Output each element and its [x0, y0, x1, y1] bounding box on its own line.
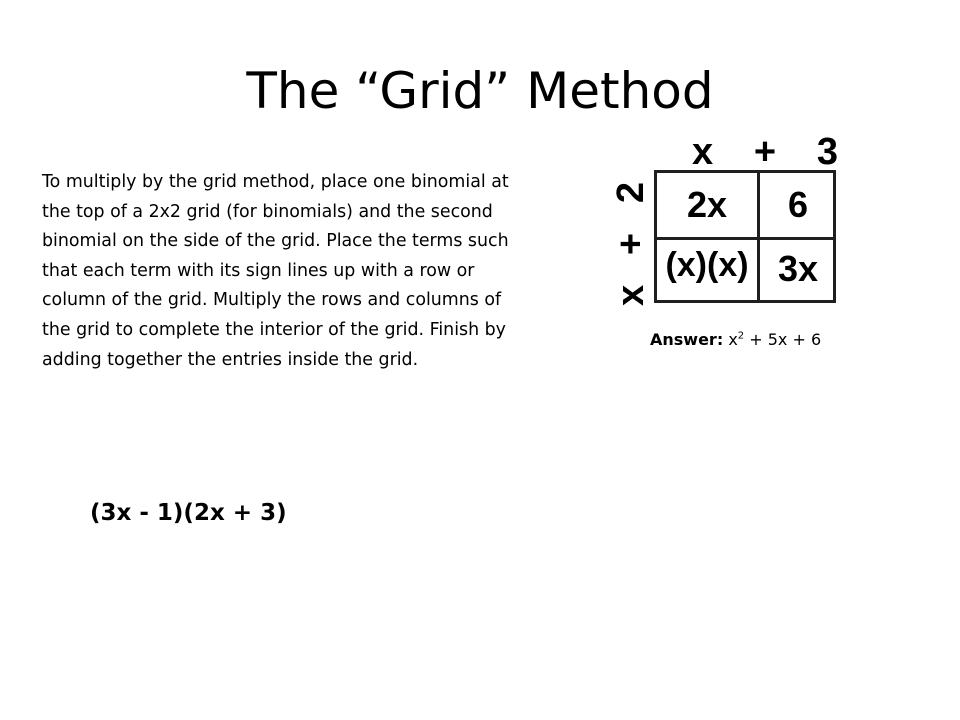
- side-term-plus: +: [610, 232, 652, 256]
- answer-line: [650, 328, 821, 352]
- grid-cell-top-right: 6: [787, 184, 809, 225]
- answer-expression: [728, 330, 821, 349]
- practice-problem: (3x - 1)(2x + 3): [90, 500, 287, 526]
- grid-cell-top-left: 2x: [686, 184, 728, 225]
- side-binomial: [610, 182, 652, 306]
- top-term-3: 3: [816, 130, 838, 173]
- answer-term-rest: + 5x + 6: [744, 330, 822, 349]
- answer-label: Answer:: [650, 330, 724, 349]
- grid-cell-bottom-right: 3x: [777, 248, 819, 289]
- slide-title: The “Grid” Method: [246, 62, 714, 120]
- top-term-x: x: [692, 130, 714, 173]
- grid-2x2: [654, 170, 836, 303]
- instructions-text: To multiply by the grid method, place one binomial at the top of a 2x2 grid (for binomials) and the second binomial on the side of the grid. Place the terms such that each term with its sign lines up with a row or column of the grid. Multiply the rows and columns of the grid to complete the interior of the grid. Finish by adding together the entries inside the grid.: [42, 172, 509, 370]
- answer-term-exponent: 2: [737, 330, 745, 342]
- answer-term-base: x: [728, 330, 738, 349]
- side-term-2: 2: [610, 182, 652, 204]
- side-term-x: x: [610, 284, 652, 306]
- top-binomial: [692, 130, 838, 174]
- top-term-plus: +: [753, 130, 777, 173]
- grid-method-example: [608, 130, 848, 310]
- grid-cell-bottom-left: (x)(x): [665, 245, 749, 284]
